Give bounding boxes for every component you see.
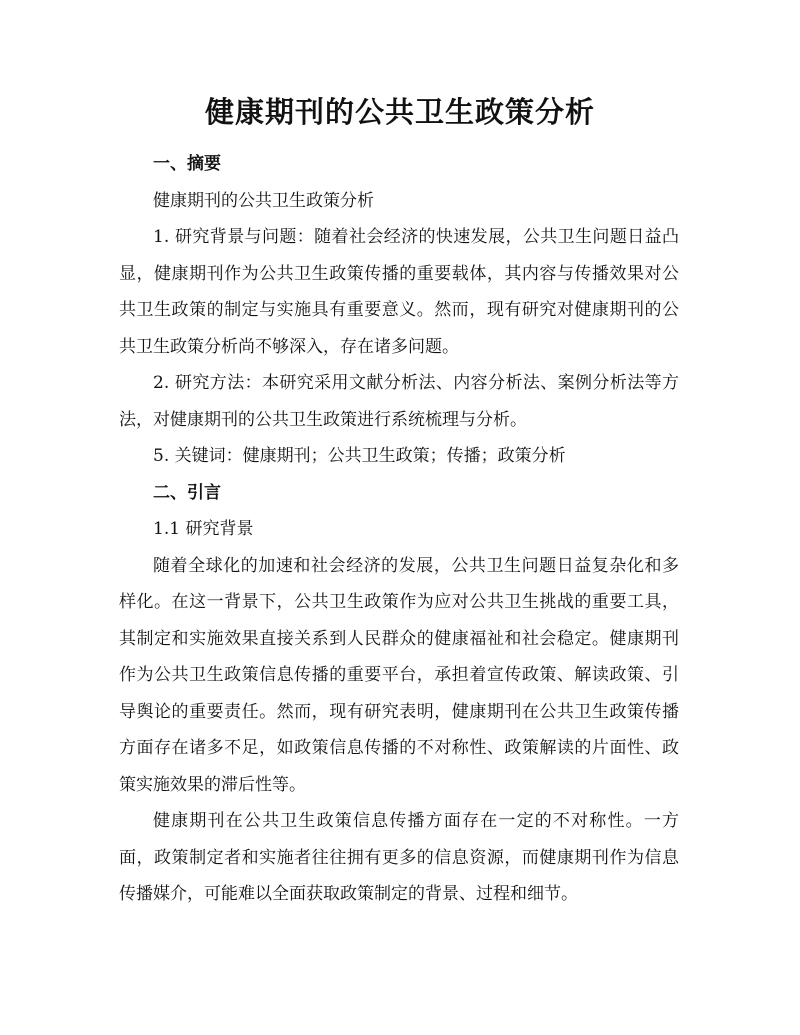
document-body — [119, 146, 679, 913]
intro-paragraph: 随着全球化的加速和社会经济的发展，公共卫生问题日益复杂化和多样化。在这一背景下，公共卫生政策作为应对公共卫生挑战的重要工具，其制定和实施效果直接关系到人民群众的健康福祉和社会稳定。健康期刊作为公共卫生政策信息传播的重要平台，承担着宣传政策、解读政策、引导舆论的重要责任。然而，现有研究表明，健康期刊在公共卫生政策传播方面存在诸多不足，如政策信息传播的不对称性、政策解读的片面性、政策实施效果的滞后性等。 — [119, 555, 679, 795]
intro-paragraph: 健康期刊在公共卫生政策信息传播方面存在一定的不对称性。一方面，政策制定者和实施者往往拥有更多的信息资源，而健康期刊作为信息传播媒介，可能难以全面获取政策制定的背景、过程和细节。 — [119, 811, 679, 904]
section-heading-introduction: 二、引言 — [153, 482, 221, 503]
abstract-item-methods: 2. 研究方法：本研究采用文献分析法、内容分析法、案例分析法等方法，对健康期刊的公共卫生政策进行系统梳理与分析。 — [119, 373, 679, 430]
subsection-heading-background: 1.1 研究背景 — [153, 519, 254, 539]
document-title: 健康期刊的公共卫生政策分析 — [204, 95, 595, 129]
section-heading-abstract: 一、摘要 — [153, 154, 221, 174]
abstract-subtitle: 健康期刊的公共卫生政策分析 — [153, 190, 374, 211]
abstract-item-background: 1. 研究背景与问题：随着社会经济的快速发展，公共卫生问题日益凸显，健康期刊作为公共卫生政策传播的重要载体，其内容与传播效果对公共卫生政策的制定与实施具有重要意义。然而，现有研究对健康期刊的公共卫生政策分析尚不够深入，存在诸多问题。 — [119, 227, 679, 357]
abstract-item-keywords: 5. 关键词：健康期刊；公共卫生政策；传播；政策分析 — [153, 446, 566, 466]
